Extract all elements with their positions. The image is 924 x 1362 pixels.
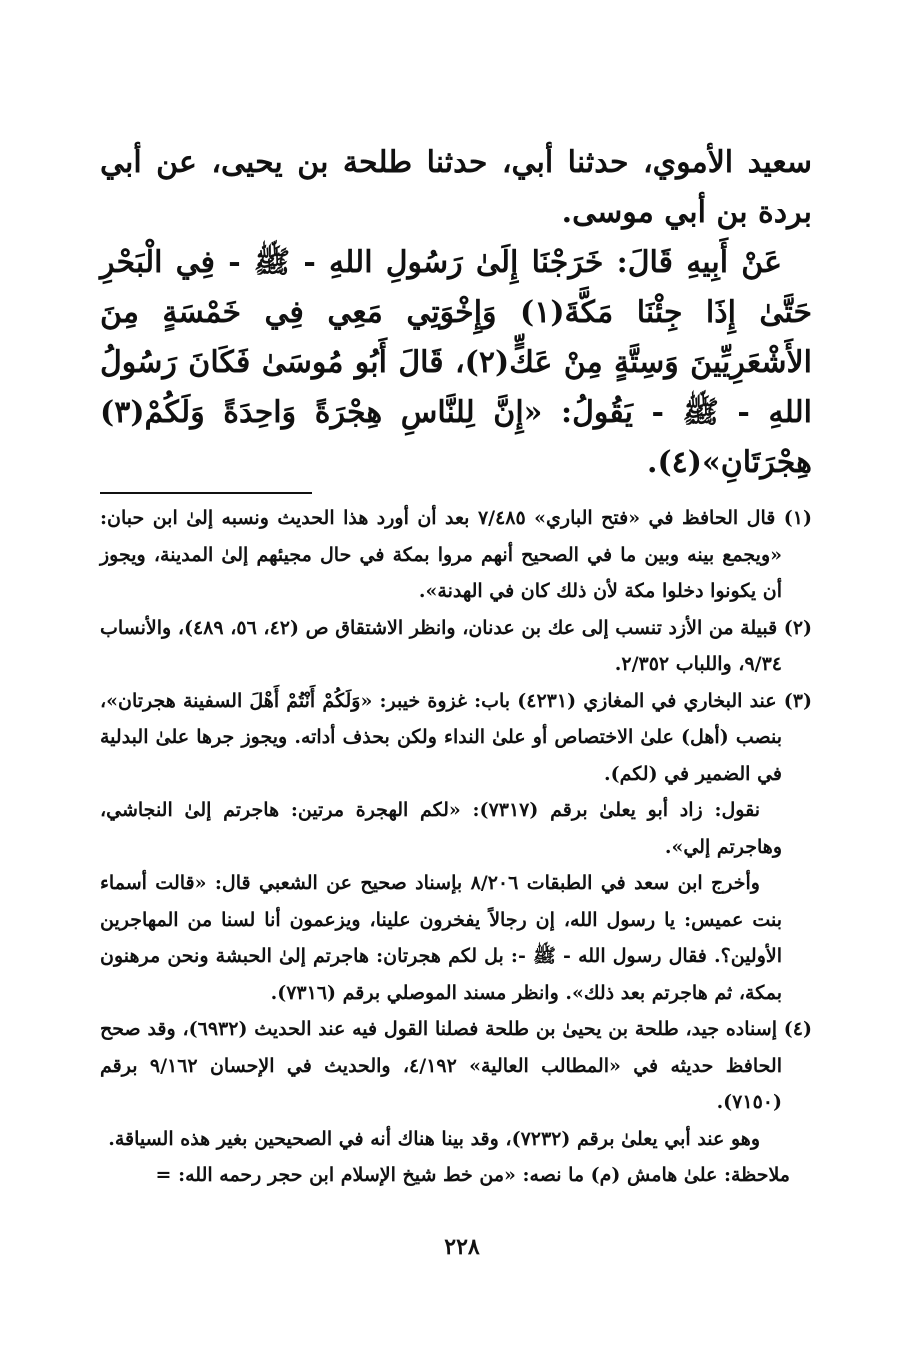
footnote-1: (١) قال الحافظ في «فتح الباري» ٧/٤٨٥ بعد أن أورد هذا الحديث ونسبه إلىٰ ابن حبان: «ويجمع بينه وبين ما في الصحيح أنهم مروا بمكة في حال مجيئهم إلىٰ المدينة، ويجوز أن يكونوا دخلوا مكة لأن ذلك كان في الهدنة». [100,507,812,602]
footnote-4-continued: وهو عند أبي يعلىٰ برقم (٧٢٣٢)، وقد بينا هناك أنه في الصحيحين بغير هذه السياقة. [108,1127,760,1150]
hadith-text [100,138,812,488]
footnote-3-continued-1: نقول: زاد أبو يعلىٰ برقم (٧٣١٧): «لكم الهجرة مرتين: هاجرتم إلىٰ النجاشي، وهاجرتم إلي». [100,799,782,858]
footnotes-section [100,500,812,1194]
footnote-2: (٢) قبيلة من الأزد تنسب إلى عك بن عدنان، وانظر الاشتقاق ص (٤٢، ٥٦، ٤٨٩)، والأنساب ٩/٣٤، واللباب ٢/٣٥٢. [100,616,813,675]
footnote-3: (٣) عند البخاري في المغازي (٤٢٣١) باب: غزوة خيبر: «وَلَكُمْ أَنْتُمْ أَهْلَ السفينة هجرتان»، بنصب (أهل) علىٰ الاختصاص أو علىٰ النداء ولكن بحذف أداته. ويجوز جرها علىٰ البدلية في الضمير في (لكم). [100,689,812,785]
footnote-3-continued-2: وأخرج ابن سعد في الطبقات ٨/٢٠٦ بإسناد صحيح عن الشعبي قال: «قالت أسماء بنت عميس: يا رسول الله، إن رجالاً يفخرون علينا، ويزعمون أنا لسنا من المهاجرين الأولين؟. فقال رسول الله - ﷺ -: بل لكم هجرتان: هاجرتم إلىٰ الحبشة ونحن مرهنون بمكة، ثم هاجرتم بعد ذلك». وانظر مسند الموصلي برقم (٧٣١٦). [100,872,782,1004]
page-body [100,138,812,1194]
page-number: ٢٢٨ [444,1234,480,1260]
isnad-paragraph: سعيد الأموي، حدثنا أبي، حدثنا طلحة بن يحيى، عن أبي بردة بن أبي موسى. [100,145,812,230]
footnote-separator [100,492,312,494]
matn-paragraph: عَنْ أَبِيهِ قَالَ: خَرَجْنَا إِلَىٰ رَسُولِ اللهِ - ﷺ - فِي الْبَحْرِ حَتَّىٰ إِذَا جِئْنَا مَكَّةَ(١) وَإِخْوَتِي مَعِي فِي خَمْسَةٍ مِنَ الأَشْعَرِيِّينَ وَسِتَّةٍ مِنْ عَكٍّ(٢)، قَالَ أَبُو مُوسَىٰ فَكَانَ رَسُولُ اللهِ - ﷺ - يَقُولُ: «إِنَّ لِلنَّاسِ هِجْرَةً وَاحِدَةً وَلَكُمْ(٣) هِجْرَتَانِ»(٤). [100,245,813,480]
footnote-4: (٤) إسناده جيد، طلحة بن يحيىٰ بن طلحة فصلنا القول فيه عند الحديث (٦٩٣٢)، وقد صحح الحافظ حديثه في «المطالب العالية» ٤/١٩٢، والحديث في الإحسان ٩/١٦٢ برقم (٧١٥٠). [100,1018,812,1113]
margin-remark: ملاحظة: علىٰ هامش (م) ما نصه: «من خط شيخ الإسلام ابن حجر رحمه الله: = [155,1164,790,1186]
